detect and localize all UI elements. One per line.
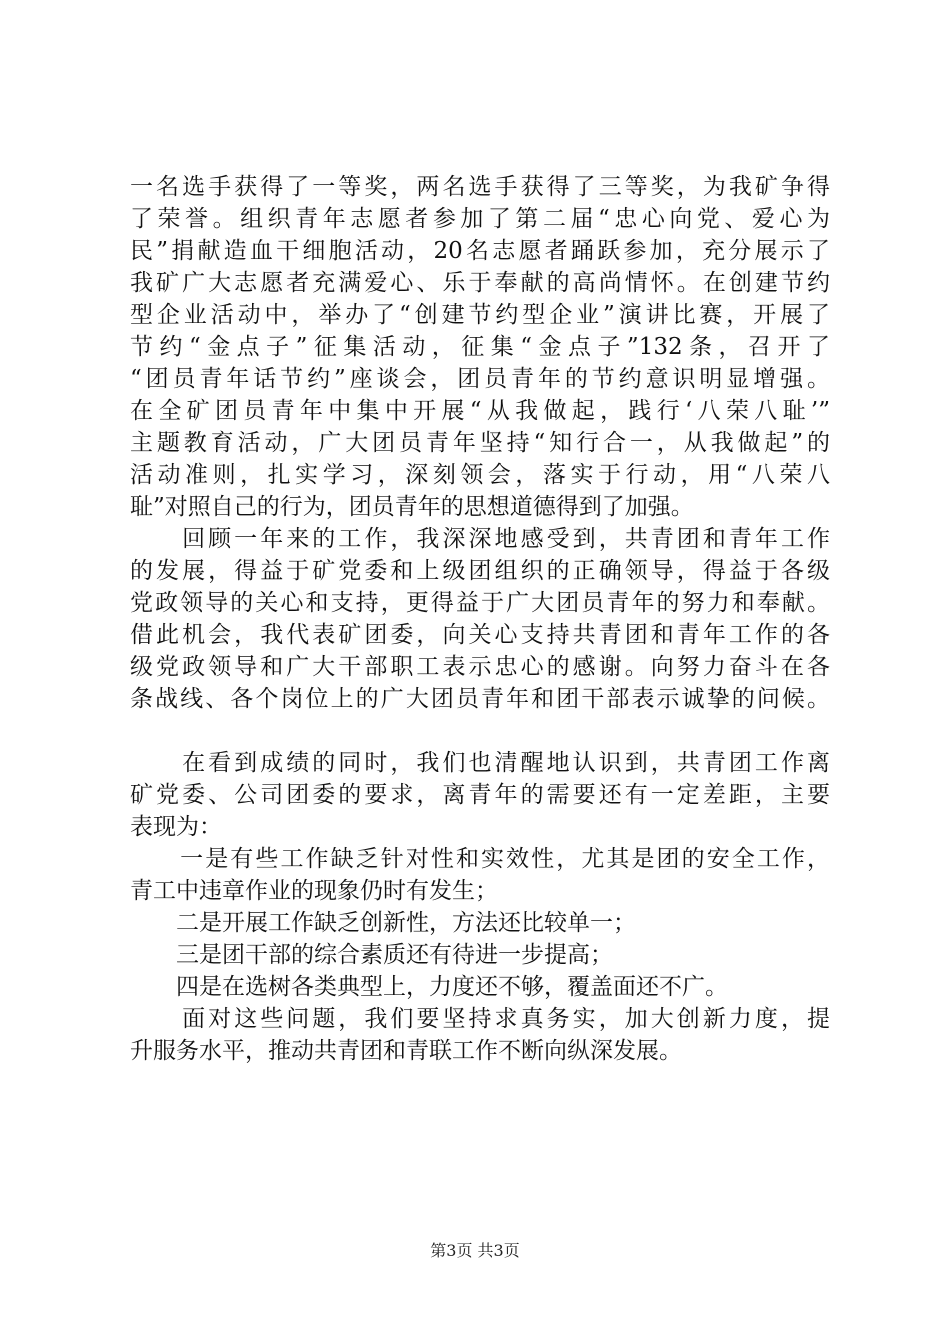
text-line: 回顾一年来的工作，我深深地感受到，共青团和青年工作 [130,526,830,552]
text-line: 借此机会，我代表矿团委，向关心支持共青团和青年工作的各 [130,622,830,648]
text-line: 二是开展工作缺乏创新性，方法还比较单一； [130,910,636,936]
text-line: 在看到成绩的同时，我们也清醒地认识到，共青团工作离 [130,750,830,776]
page-number-footer: 第3页 共3页 [430,1241,520,1260]
text-line: 耻”对照自己的行为，团员青年的思想道德得到了加强。 [130,494,694,520]
paragraph-gap [130,715,830,747]
text-line: 型企业活动中，举办了“创建节约型企业”演讲比赛，开展了 [130,302,830,328]
text-line: 面对这些问题，我们要坚持求真务实，加大创新力度，提 [130,1006,830,1032]
text-line: 四是在选树各类典型上，力度还不够，覆盖面还不广。 [130,974,728,1000]
text-line: 主题教育活动，广大团员青年坚持“知行合一，从我做起”的 [130,430,830,456]
text-line: 青工中违章作业的现象仍时有发生； [130,878,498,904]
text-line: 一是有些工作缺乏针对性和实效性，尤其是团的安全工作， [130,846,830,872]
text-line: 节约“金点子”征集活动，征集“金点子”132条，召开了 [130,334,830,360]
text-line: 条战线、各个岗位上的广大团员青年和团干部表示诚挚的问候。 [130,686,830,712]
text-line: 表现为： [130,814,222,840]
text-line: 民”捐献造血干细胞活动，20名志愿者踊跃参加，充分展示了 [130,238,830,264]
text-line: 了荣誉。组织青年志愿者参加了第二届“忠心向党、爱心为 [130,206,830,232]
text-line: 一名选手获得了一等奖，两名选手获得了三等奖，为我矿争得 [130,174,830,200]
text-line: 的发展，得益于矿党委和上级团组织的正确领导，得益于各级 [130,558,830,584]
text-line: “团员青年话节约”座谈会，团员青年的节约意识明显增强。 [130,366,830,392]
text-line: 升服务水平，推动共青团和青联工作不断向纵深发展。 [130,1038,682,1064]
document-body [130,171,830,1067]
text-line: 矿党委、公司团委的要求，离青年的需要还有一定差距，主要 [130,782,830,808]
text-line: 级党政领导和广大干部职工表示忠心的感谢。向努力奋斗在各 [130,654,830,680]
text-line: 三是团干部的综合素质还有待进一步提高； [130,942,613,968]
text-line: 我矿广大志愿者充满爱心、乐于奉献的高尚情怀。在创建节约 [130,270,830,296]
text-line: 党政领导的关心和支持，更得益于广大团员青年的努力和奉献。 [130,590,830,616]
text-line: 活动准则，扎实学习，深刻领会，落实于行动，用“八荣八 [130,462,830,488]
text-line: 在全矿团员青年中集中开展“从我做起，践行‘八荣八耻’” [130,398,830,424]
